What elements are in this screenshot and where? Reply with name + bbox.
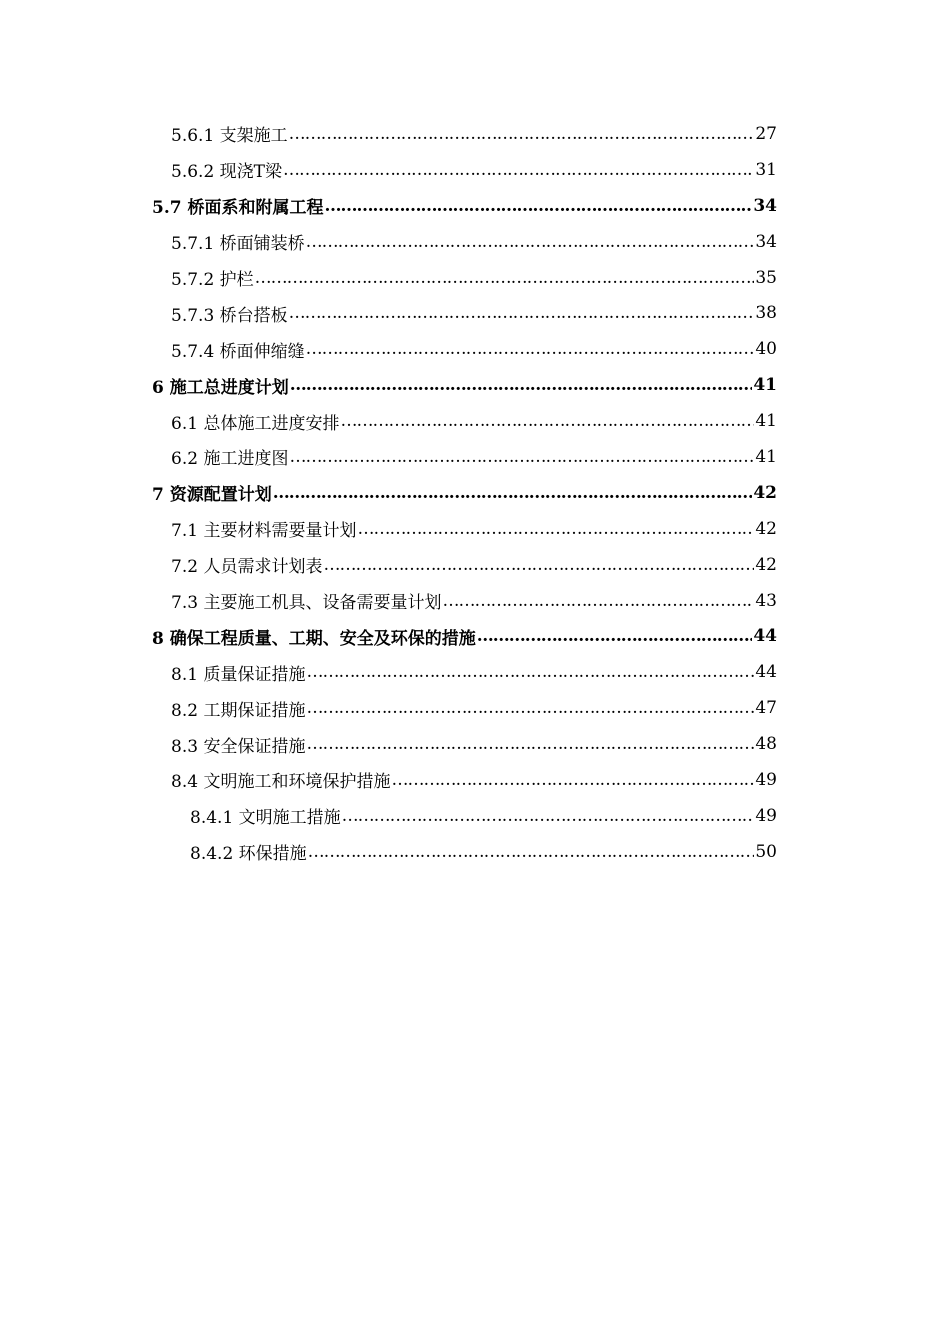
dot-leader bbox=[391, 770, 754, 790]
toc-entry-8-1[interactable] bbox=[0, 654, 950, 690]
toc-entry-page: 48 bbox=[755, 734, 777, 755]
dot-leader bbox=[306, 339, 755, 359]
toc-entry-label: 8.3 安全保证措施 bbox=[171, 736, 306, 757]
toc-entry-label: 8.4 文明施工和环境保护措施 bbox=[171, 772, 391, 793]
toc-entry-page: 27 bbox=[755, 123, 777, 144]
dot-leader bbox=[323, 555, 754, 575]
toc-entry-label: 8.2 工期保证措施 bbox=[171, 700, 306, 721]
toc-entry-8-4-2[interactable] bbox=[0, 834, 950, 870]
toc-entry-page: 41 bbox=[755, 411, 777, 432]
toc-entry-label: 6.2 施工进度图 bbox=[171, 449, 289, 470]
toc-entry-page: 41 bbox=[753, 375, 777, 396]
toc-entry-label: 8.1 质量保证措施 bbox=[171, 664, 306, 685]
toc-entry-label: 8.4.2 环保措施 bbox=[190, 844, 307, 865]
toc-entry-7-3[interactable] bbox=[0, 583, 950, 619]
toc-entry-label: 7.3 主要施工机具、设备需要量计划 bbox=[171, 593, 442, 614]
toc-entry-label: 5.7 桥面系和附属工程 bbox=[152, 198, 324, 219]
toc-entry-5-7-4[interactable] bbox=[0, 331, 950, 367]
toc-entry-8[interactable] bbox=[0, 618, 950, 654]
dot-leader bbox=[289, 447, 754, 467]
toc-entry-label: 5.7.3 桥台搭板 bbox=[171, 305, 288, 326]
toc-entry-page: 34 bbox=[753, 195, 777, 216]
toc-entry-label: 6.1 总体施工进度安排 bbox=[171, 413, 340, 434]
dot-leader bbox=[306, 662, 754, 682]
dot-leader bbox=[306, 232, 755, 252]
toc-entry-label: 7.1 主要材料需要量计划 bbox=[171, 521, 357, 542]
toc-entry-page: 42 bbox=[755, 554, 777, 575]
toc-entry-5-7-2[interactable] bbox=[0, 260, 950, 296]
toc-entry-7-1[interactable] bbox=[0, 511, 950, 547]
table-of-contents bbox=[0, 116, 950, 870]
toc-entry-page: 31 bbox=[755, 159, 777, 180]
toc-entry-page: 49 bbox=[755, 769, 777, 790]
toc-entry-8-3[interactable] bbox=[0, 726, 950, 762]
dot-leader bbox=[283, 160, 754, 180]
toc-entry-label: 8 确保工程质量、工期、安全及环保的措施 bbox=[152, 628, 476, 649]
dot-leader bbox=[477, 626, 753, 646]
toc-entry-page: 41 bbox=[755, 446, 777, 467]
toc-entry-page: 47 bbox=[755, 698, 777, 719]
toc-entry-6-1[interactable] bbox=[0, 403, 950, 439]
toc-entry-label: 5.7.4 桥面伸缩缝 bbox=[171, 341, 305, 362]
dot-leader bbox=[340, 411, 754, 431]
toc-entry-label: 5.7.2 护栏 bbox=[171, 270, 254, 290]
toc-entry-5-7-3[interactable] bbox=[0, 295, 950, 331]
toc-entry-label: 5.6.1 支架施工 bbox=[171, 126, 288, 147]
toc-entry-page: 49 bbox=[755, 805, 777, 826]
toc-entry-7[interactable] bbox=[0, 475, 950, 511]
toc-entry-8-4[interactable] bbox=[0, 762, 950, 798]
dot-leader bbox=[308, 842, 755, 862]
toc-entry-5-6-1[interactable] bbox=[0, 116, 950, 152]
toc-entry-5-7[interactable] bbox=[0, 188, 950, 224]
toc-entry-page: 43 bbox=[755, 590, 777, 611]
dot-leader bbox=[442, 591, 754, 611]
toc-entry-page: 34 bbox=[755, 231, 777, 252]
dot-leader bbox=[342, 806, 755, 826]
toc-entry-page: 44 bbox=[753, 626, 777, 647]
dot-leader bbox=[273, 483, 753, 503]
dot-leader bbox=[306, 734, 754, 754]
toc-entry-label: 7.2 人员需求计划表 bbox=[171, 557, 323, 578]
toc-entry-5-7-1[interactable] bbox=[0, 224, 950, 260]
dot-leader bbox=[289, 303, 755, 323]
toc-entry-page: 50 bbox=[755, 841, 777, 862]
toc-entry-page: 44 bbox=[755, 662, 777, 683]
toc-entry-label: 8.4.1 文明施工措施 bbox=[190, 808, 341, 829]
toc-entry-page: 38 bbox=[755, 303, 777, 324]
toc-entry-label: 5.6.2 现浇T梁 bbox=[171, 162, 282, 183]
toc-entry-label: 5.7.1 桥面铺装桥 bbox=[171, 234, 305, 255]
toc-entry-page: 40 bbox=[755, 339, 777, 360]
toc-entry-6[interactable] bbox=[0, 367, 950, 403]
dot-leader bbox=[255, 268, 755, 288]
toc-entry-label: 7 资源配置计划 bbox=[152, 485, 272, 506]
toc-entry-page: 42 bbox=[755, 518, 777, 539]
toc-entry-label: 6 施工总进度计划 bbox=[152, 377, 289, 398]
toc-entry-5-6-2[interactable] bbox=[0, 152, 950, 188]
dot-leader bbox=[357, 519, 754, 539]
toc-entry-6-2[interactable] bbox=[0, 439, 950, 475]
dot-leader bbox=[290, 375, 753, 395]
dot-leader bbox=[289, 124, 755, 144]
toc-entry-page: 42 bbox=[753, 482, 777, 503]
toc-entry-page: 35 bbox=[755, 267, 777, 288]
toc-entry-8-2[interactable] bbox=[0, 690, 950, 726]
dot-leader bbox=[306, 698, 754, 718]
dot-leader bbox=[325, 196, 753, 216]
toc-entry-8-4-1[interactable] bbox=[0, 798, 950, 834]
toc-entry-7-2[interactable] bbox=[0, 547, 950, 583]
